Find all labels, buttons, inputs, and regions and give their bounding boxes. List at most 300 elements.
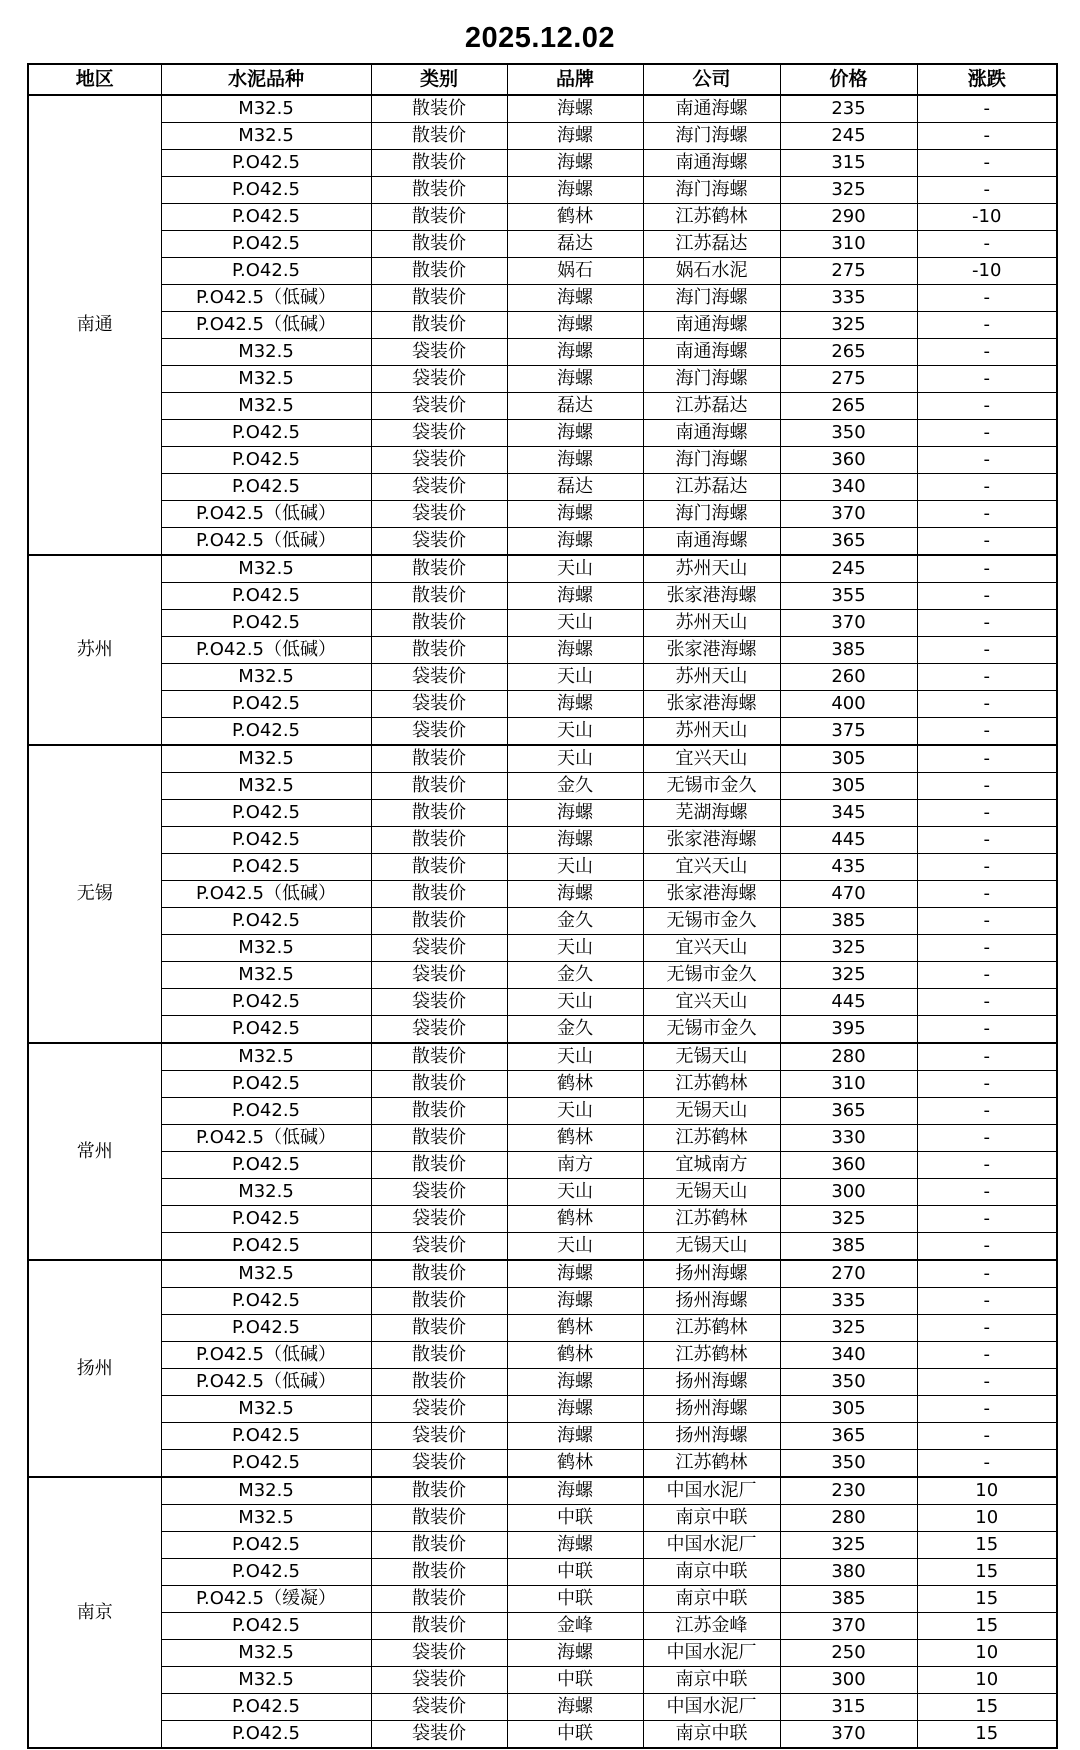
cement-type-cell: P.O42.5（低碱） — [161, 1342, 371, 1369]
company-cell: 苏州天山 — [643, 610, 780, 637]
price-cell: 340 — [780, 474, 917, 501]
brand-cell: 鹤林 — [507, 204, 643, 231]
category-cell: 散装价 — [371, 1559, 507, 1586]
category-cell: 散装价 — [371, 1613, 507, 1640]
price-cell: 305 — [780, 1396, 917, 1423]
price-cell: 395 — [780, 1016, 917, 1044]
price-cell: 370 — [780, 1721, 917, 1749]
cement-type-cell: P.O42.5 — [161, 177, 371, 204]
change-cell: - — [917, 177, 1057, 204]
company-cell: 宜兴天山 — [643, 745, 780, 773]
change-cell: - — [917, 366, 1057, 393]
table-row — [28, 312, 1057, 339]
cement-type-cell: M32.5 — [161, 393, 371, 420]
change-cell: - — [917, 664, 1057, 691]
table-row — [28, 854, 1057, 881]
change-cell: 15 — [917, 1586, 1057, 1613]
company-cell: 中国水泥厂 — [643, 1532, 780, 1559]
brand-cell: 天山 — [507, 745, 643, 773]
company-cell: 宜城南方 — [643, 1152, 780, 1179]
cement-type-cell: M32.5 — [161, 123, 371, 150]
price-cell: 335 — [780, 285, 917, 312]
price-cell: 280 — [780, 1505, 917, 1532]
price-cell: 385 — [780, 637, 917, 664]
company-cell: 江苏磊达 — [643, 474, 780, 501]
table-row — [28, 908, 1057, 935]
company-cell: 海门海螺 — [643, 366, 780, 393]
table-row — [28, 1613, 1057, 1640]
price-cell: 365 — [780, 1423, 917, 1450]
price-cell: 365 — [780, 528, 917, 556]
table-row — [28, 1098, 1057, 1125]
brand-cell: 天山 — [507, 854, 643, 881]
price-cell: 400 — [780, 691, 917, 718]
category-cell: 袋装价 — [371, 1396, 507, 1423]
category-cell: 散装价 — [371, 1505, 507, 1532]
category-cell: 散装价 — [371, 827, 507, 854]
brand-cell: 海螺 — [507, 528, 643, 556]
change-cell: - — [917, 285, 1057, 312]
brand-cell: 海螺 — [507, 800, 643, 827]
category-cell: 散装价 — [371, 908, 507, 935]
table-row — [28, 989, 1057, 1016]
table-row — [28, 393, 1057, 420]
change-cell: 10 — [917, 1505, 1057, 1532]
table-row — [28, 555, 1057, 583]
category-cell: 袋装价 — [371, 528, 507, 556]
brand-cell: 海螺 — [507, 881, 643, 908]
brand-cell: 海螺 — [507, 339, 643, 366]
change-cell: - — [917, 95, 1057, 123]
cement-type-cell: M32.5 — [161, 366, 371, 393]
table-row — [28, 339, 1057, 366]
company-cell: 扬州海螺 — [643, 1396, 780, 1423]
category-cell: 袋装价 — [371, 1450, 507, 1478]
cement-type-cell: P.O42.5 — [161, 1288, 371, 1315]
brand-cell: 海螺 — [507, 1423, 643, 1450]
change-cell: - — [917, 1369, 1057, 1396]
header-region: 地区 — [28, 64, 161, 95]
price-cell: 370 — [780, 610, 917, 637]
price-cell: 235 — [780, 95, 917, 123]
cement-type-cell: M32.5 — [161, 339, 371, 366]
cement-type-cell: M32.5 — [161, 773, 371, 800]
price-cell: 290 — [780, 204, 917, 231]
category-cell: 散装价 — [371, 1071, 507, 1098]
company-cell: 芜湖海螺 — [643, 800, 780, 827]
cement-type-cell: P.O42.5 — [161, 718, 371, 746]
company-cell: 无锡天山 — [643, 1043, 780, 1071]
price-cell: 310 — [780, 1071, 917, 1098]
table-row — [28, 1423, 1057, 1450]
price-cell: 315 — [780, 150, 917, 177]
company-cell: 张家港海螺 — [643, 881, 780, 908]
company-cell: 海门海螺 — [643, 177, 780, 204]
cement-type-cell: P.O42.5 — [161, 691, 371, 718]
change-cell: - — [917, 610, 1057, 637]
change-cell: - — [917, 312, 1057, 339]
brand-cell: 磊达 — [507, 474, 643, 501]
brand-cell: 海螺 — [507, 1477, 643, 1505]
price-cell: 350 — [780, 1450, 917, 1478]
change-cell: - — [917, 1179, 1057, 1206]
header-company: 公司 — [643, 64, 780, 95]
price-cell: 325 — [780, 962, 917, 989]
price-cell: 435 — [780, 854, 917, 881]
category-cell: 散装价 — [371, 231, 507, 258]
table-row — [28, 1505, 1057, 1532]
header-cement-type: 水泥品种 — [161, 64, 371, 95]
price-cell: 370 — [780, 1613, 917, 1640]
company-cell: 江苏鹤林 — [643, 1450, 780, 1478]
change-cell: - — [917, 150, 1057, 177]
table-row — [28, 1125, 1057, 1152]
change-cell: - — [917, 1315, 1057, 1342]
cement-type-cell: P.O42.5 — [161, 1721, 371, 1749]
cement-type-cell: P.O42.5（低碱） — [161, 1125, 371, 1152]
brand-cell: 金久 — [507, 773, 643, 800]
table-row — [28, 528, 1057, 556]
category-cell: 袋装价 — [371, 339, 507, 366]
table-row — [28, 474, 1057, 501]
change-cell: -10 — [917, 258, 1057, 285]
company-cell: 无锡天山 — [643, 1233, 780, 1261]
table-row — [28, 1260, 1057, 1288]
cement-type-cell: P.O42.5 — [161, 1532, 371, 1559]
brand-cell: 海螺 — [507, 285, 643, 312]
cement-type-cell: M32.5 — [161, 1667, 371, 1694]
company-cell: 无锡天山 — [643, 1179, 780, 1206]
price-cell: 360 — [780, 447, 917, 474]
brand-cell: 天山 — [507, 935, 643, 962]
change-cell: - — [917, 962, 1057, 989]
table-row — [28, 1532, 1057, 1559]
company-cell: 南通海螺 — [643, 420, 780, 447]
category-cell: 袋装价 — [371, 420, 507, 447]
table-row — [28, 204, 1057, 231]
table-row — [28, 447, 1057, 474]
company-cell: 宜兴天山 — [643, 989, 780, 1016]
table-row — [28, 95, 1057, 123]
price-cell: 325 — [780, 177, 917, 204]
region-group — [28, 95, 1057, 555]
table-row — [28, 1288, 1057, 1315]
company-cell: 中国水泥厂 — [643, 1477, 780, 1505]
table-row — [28, 1315, 1057, 1342]
brand-cell: 海螺 — [507, 1532, 643, 1559]
table-row — [28, 501, 1057, 528]
price-cell: 365 — [780, 1098, 917, 1125]
company-cell: 海门海螺 — [643, 501, 780, 528]
brand-cell: 天山 — [507, 1098, 643, 1125]
change-cell: - — [917, 528, 1057, 556]
company-cell: 张家港海螺 — [643, 827, 780, 854]
change-cell: - — [917, 1423, 1057, 1450]
price-cell: 245 — [780, 123, 917, 150]
table-row — [28, 258, 1057, 285]
brand-cell: 中联 — [507, 1505, 643, 1532]
table-row — [28, 1071, 1057, 1098]
cement-type-cell: P.O42.5 — [161, 231, 371, 258]
brand-cell: 海螺 — [507, 583, 643, 610]
table-row — [28, 420, 1057, 447]
price-cell: 385 — [780, 1233, 917, 1261]
table-row — [28, 962, 1057, 989]
page-title: 2025.12.02 — [464, 22, 616, 54]
category-cell: 散装价 — [371, 854, 507, 881]
brand-cell: 海螺 — [507, 1369, 643, 1396]
cement-type-cell: P.O42.5 — [161, 1233, 371, 1261]
category-cell: 袋装价 — [371, 1694, 507, 1721]
cement-type-cell: P.O42.5 — [161, 1206, 371, 1233]
brand-cell: 天山 — [507, 555, 643, 583]
price-cell: 335 — [780, 1288, 917, 1315]
change-cell: - — [917, 555, 1057, 583]
category-cell: 散装价 — [371, 1477, 507, 1505]
company-cell: 江苏鹤林 — [643, 1071, 780, 1098]
change-cell: 10 — [917, 1667, 1057, 1694]
change-cell: - — [917, 800, 1057, 827]
table-row — [28, 1721, 1057, 1749]
change-cell: - — [917, 691, 1057, 718]
brand-cell: 磊达 — [507, 231, 643, 258]
region-cell: 无锡 — [28, 745, 161, 1043]
brand-cell: 海螺 — [507, 312, 643, 339]
cement-type-cell: P.O42.5（低碱） — [161, 285, 371, 312]
change-cell: - — [917, 474, 1057, 501]
table-row — [28, 637, 1057, 664]
header-row — [28, 64, 1057, 95]
table-row — [28, 1477, 1057, 1505]
change-cell: 15 — [917, 1532, 1057, 1559]
brand-cell: 海螺 — [507, 501, 643, 528]
company-cell: 无锡市金久 — [643, 1016, 780, 1044]
company-cell: 无锡市金久 — [643, 962, 780, 989]
change-cell: - — [917, 501, 1057, 528]
category-cell: 散装价 — [371, 1260, 507, 1288]
region-group — [28, 745, 1057, 1043]
category-cell: 散装价 — [371, 150, 507, 177]
company-cell: 南京中联 — [643, 1559, 780, 1586]
change-cell: 10 — [917, 1477, 1057, 1505]
brand-cell: 鹤林 — [507, 1071, 643, 1098]
brand-cell: 天山 — [507, 664, 643, 691]
price-cell: 375 — [780, 718, 917, 746]
category-cell: 袋装价 — [371, 935, 507, 962]
category-cell: 散装价 — [371, 637, 507, 664]
company-cell: 苏州天山 — [643, 555, 780, 583]
brand-cell: 鹤林 — [507, 1342, 643, 1369]
brand-cell: 海螺 — [507, 637, 643, 664]
company-cell: 南通海螺 — [643, 150, 780, 177]
brand-cell: 天山 — [507, 989, 643, 1016]
cement-type-cell: M32.5 — [161, 962, 371, 989]
cement-type-cell: P.O42.5 — [161, 1423, 371, 1450]
table-row — [28, 150, 1057, 177]
brand-cell: 天山 — [507, 1043, 643, 1071]
change-cell: - — [917, 637, 1057, 664]
company-cell: 南京中联 — [643, 1667, 780, 1694]
cement-type-cell: P.O42.5 — [161, 989, 371, 1016]
brand-cell: 中联 — [507, 1667, 643, 1694]
cement-type-cell: P.O42.5（低碱） — [161, 528, 371, 556]
company-cell: 中国水泥厂 — [643, 1640, 780, 1667]
table-row — [28, 583, 1057, 610]
cement-type-cell: P.O42.5 — [161, 800, 371, 827]
category-cell: 散装价 — [371, 773, 507, 800]
company-cell: 张家港海螺 — [643, 691, 780, 718]
price-cell: 340 — [780, 1342, 917, 1369]
company-cell: 海门海螺 — [643, 123, 780, 150]
category-cell: 散装价 — [371, 1152, 507, 1179]
category-cell: 散装价 — [371, 258, 507, 285]
brand-cell: 鹤林 — [507, 1450, 643, 1478]
category-cell: 袋装价 — [371, 1179, 507, 1206]
company-cell: 江苏鹤林 — [643, 1315, 780, 1342]
cement-type-cell: M32.5 — [161, 1260, 371, 1288]
cement-type-cell: P.O42.5 — [161, 1071, 371, 1098]
category-cell: 袋装价 — [371, 718, 507, 746]
category-cell: 袋装价 — [371, 1667, 507, 1694]
header-change: 涨跌 — [917, 64, 1057, 95]
category-cell: 散装价 — [371, 204, 507, 231]
brand-cell: 金久 — [507, 962, 643, 989]
change-cell: - — [917, 908, 1057, 935]
category-cell: 袋装价 — [371, 474, 507, 501]
price-cell: 260 — [780, 664, 917, 691]
cement-type-cell: P.O42.5 — [161, 1613, 371, 1640]
category-cell: 袋装价 — [371, 1721, 507, 1749]
change-cell: - — [917, 718, 1057, 746]
price-cell: 275 — [780, 366, 917, 393]
table-row — [28, 1586, 1057, 1613]
brand-cell: 海螺 — [507, 150, 643, 177]
table-row — [28, 123, 1057, 150]
cement-type-cell: M32.5 — [161, 935, 371, 962]
brand-cell: 娲石 — [507, 258, 643, 285]
cement-type-cell: P.O42.5（低碱） — [161, 312, 371, 339]
brand-cell: 天山 — [507, 610, 643, 637]
change-cell: 10 — [917, 1640, 1057, 1667]
company-cell: 南京中联 — [643, 1721, 780, 1749]
category-cell: 散装价 — [371, 1125, 507, 1152]
category-cell: 散装价 — [371, 1315, 507, 1342]
price-cell: 470 — [780, 881, 917, 908]
cement-type-cell: M32.5 — [161, 1477, 371, 1505]
change-cell: - — [917, 881, 1057, 908]
cement-type-cell: P.O42.5（缓凝） — [161, 1586, 371, 1613]
price-cell: 325 — [780, 312, 917, 339]
category-cell: 袋装价 — [371, 691, 507, 718]
category-cell: 散装价 — [371, 1586, 507, 1613]
cement-type-cell: M32.5 — [161, 745, 371, 773]
category-cell: 散装价 — [371, 1043, 507, 1071]
cement-type-cell: P.O42.5 — [161, 258, 371, 285]
price-cell: 380 — [780, 1559, 917, 1586]
cement-type-cell: M32.5 — [161, 664, 371, 691]
region-cell: 苏州 — [28, 555, 161, 745]
price-cell: 270 — [780, 1260, 917, 1288]
region-cell: 南京 — [28, 1477, 161, 1748]
price-cell: 445 — [780, 989, 917, 1016]
table-row — [28, 1043, 1057, 1071]
cement-type-cell: P.O42.5（低碱） — [161, 881, 371, 908]
table-row — [28, 1450, 1057, 1478]
price-cell: 265 — [780, 393, 917, 420]
category-cell: 袋装价 — [371, 1206, 507, 1233]
cement-type-cell: P.O42.5 — [161, 204, 371, 231]
change-cell: 15 — [917, 1721, 1057, 1749]
price-cell: 350 — [780, 1369, 917, 1396]
company-cell: 娲石水泥 — [643, 258, 780, 285]
table-row — [28, 718, 1057, 746]
change-cell: -10 — [917, 204, 1057, 231]
change-cell: - — [917, 339, 1057, 366]
brand-cell: 中联 — [507, 1559, 643, 1586]
table-row — [28, 881, 1057, 908]
company-cell: 江苏磊达 — [643, 231, 780, 258]
category-cell: 散装价 — [371, 95, 507, 123]
category-cell: 散装价 — [371, 123, 507, 150]
company-cell: 海门海螺 — [643, 447, 780, 474]
brand-cell: 海螺 — [507, 691, 643, 718]
brand-cell: 磊达 — [507, 393, 643, 420]
cement-type-cell: M32.5 — [161, 1640, 371, 1667]
company-cell: 南通海螺 — [643, 312, 780, 339]
change-cell: - — [917, 1098, 1057, 1125]
price-cell: 305 — [780, 773, 917, 800]
change-cell: 15 — [917, 1613, 1057, 1640]
price-cell: 325 — [780, 935, 917, 962]
company-cell: 苏州天山 — [643, 718, 780, 746]
company-cell: 扬州海螺 — [643, 1369, 780, 1396]
header-category: 类别 — [371, 64, 507, 95]
change-cell: - — [917, 1233, 1057, 1261]
company-cell: 无锡市金久 — [643, 908, 780, 935]
change-cell: 15 — [917, 1559, 1057, 1586]
cement-type-cell: P.O42.5 — [161, 447, 371, 474]
table-row — [28, 691, 1057, 718]
brand-cell: 海螺 — [507, 447, 643, 474]
cement-type-cell: P.O42.5（低碱） — [161, 637, 371, 664]
category-cell: 散装价 — [371, 177, 507, 204]
category-cell: 袋装价 — [371, 1423, 507, 1450]
cement-type-cell: P.O42.5（低碱） — [161, 501, 371, 528]
brand-cell: 海螺 — [507, 420, 643, 447]
company-cell: 扬州海螺 — [643, 1260, 780, 1288]
change-cell: - — [917, 1396, 1057, 1423]
price-cell: 245 — [780, 555, 917, 583]
change-cell: - — [917, 1288, 1057, 1315]
category-cell: 散装价 — [371, 610, 507, 637]
cement-type-cell: P.O42.5 — [161, 150, 371, 177]
table-row — [28, 1206, 1057, 1233]
table-row — [28, 1179, 1057, 1206]
price-cell: 360 — [780, 1152, 917, 1179]
company-cell: 扬州海螺 — [643, 1288, 780, 1315]
table-row — [28, 285, 1057, 312]
brand-cell: 天山 — [507, 1179, 643, 1206]
price-cell: 280 — [780, 1043, 917, 1071]
price-cell: 330 — [780, 1125, 917, 1152]
company-cell: 无锡市金久 — [643, 773, 780, 800]
table-row — [28, 366, 1057, 393]
brand-cell: 中联 — [507, 1586, 643, 1613]
cement-type-cell: M32.5 — [161, 1179, 371, 1206]
price-cell: 230 — [780, 1477, 917, 1505]
cement-type-cell: P.O42.5 — [161, 610, 371, 637]
company-cell: 江苏鹤林 — [643, 1342, 780, 1369]
